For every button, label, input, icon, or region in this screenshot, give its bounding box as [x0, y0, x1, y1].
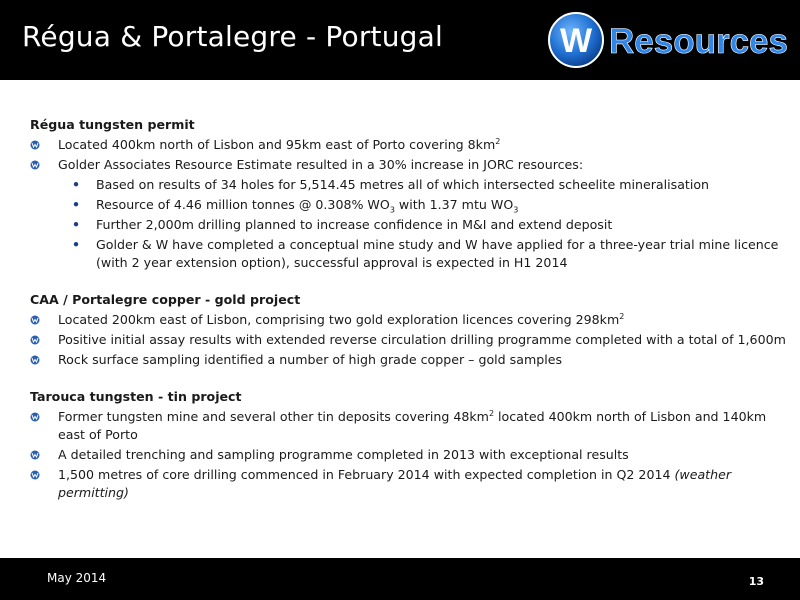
footer-date: May 2014 [47, 571, 107, 585]
w-logo-bullet-icon [30, 335, 40, 345]
section-heading: CAA / Portalegre copper - gold project [30, 292, 301, 307]
sub-list-item: • Golder & W have completed a conceptual mine study and W have applied for a three-year trial mine licence (with 2 year extension option), successful approval is expected in H1 2014 [72, 237, 779, 270]
list-item: Positive initial assay results with extended reverse circulation drilling programme completed with a total of 1,600m [30, 331, 792, 349]
section-regua [30, 116, 792, 272]
list-item: Located 200km east of Lisbon, comprising two gold exploration licences covering $298km^2$ [30, 311, 792, 329]
list-item: Former tungsten mine and several other tin deposits covering $48km^2$ located 400km north of Lisbon and 140km east of Porto [30, 408, 792, 444]
logo-letter: W [559, 22, 593, 60]
sub-list-item: • Further 2,000m drilling planned to increase confidence in M&I and extend deposit [72, 217, 613, 232]
w-logo-bullet-icon [30, 450, 40, 460]
section-portalegre [30, 291, 792, 369]
sub-list-item: • Based on results of 34 holes for 5,514.45 metres all of which intersected scheelite mineralisation [72, 177, 710, 192]
w-logo-bullet-icon [30, 160, 40, 170]
section-heading: Tarouca tungsten - tin project [30, 389, 242, 404]
w-logo-bullet-icon [30, 412, 40, 422]
section-heading: Régua tungsten permit [30, 117, 195, 132]
list-item: Rock surface sampling identified a number of high grade copper – gold samples [30, 351, 792, 369]
header-bar [0, 0, 800, 80]
w-resources-logo [546, 9, 791, 71]
page-number: 13 [748, 575, 764, 588]
w-logo-bullet-icon [30, 470, 40, 480]
list-item: Golder Associates Resource Estimate resulted in a 30% increase in JORC resources: [30, 156, 792, 174]
w-logo-bullet-icon [30, 140, 40, 150]
list-item: Located 400km north of Lisbon and 95km east of Porto covering $8km^2$ [30, 136, 792, 154]
list-item: A detailed trenching and sampling programme completed in 2013 with exceptional results [30, 446, 792, 464]
page-title: Régua & Portalegre - Portugal [22, 20, 443, 53]
w-logo-bullet-icon [30, 355, 40, 365]
section-tarouca [30, 388, 792, 502]
w-logo-bullet-icon [30, 315, 40, 325]
sub-list-item: • Resource of 4.46 million tonnes @ 0.308% $WO_3$ with 1.37 mtu $WO_3$ [72, 197, 519, 215]
slide-content [30, 116, 792, 521]
logo-text: Resources [609, 22, 788, 61]
footer-bar [0, 558, 800, 600]
list-item: 1,500 metres of core drilling commenced in February 2014 with expected completion in Q2 2014 (weather permitting) [30, 466, 792, 502]
